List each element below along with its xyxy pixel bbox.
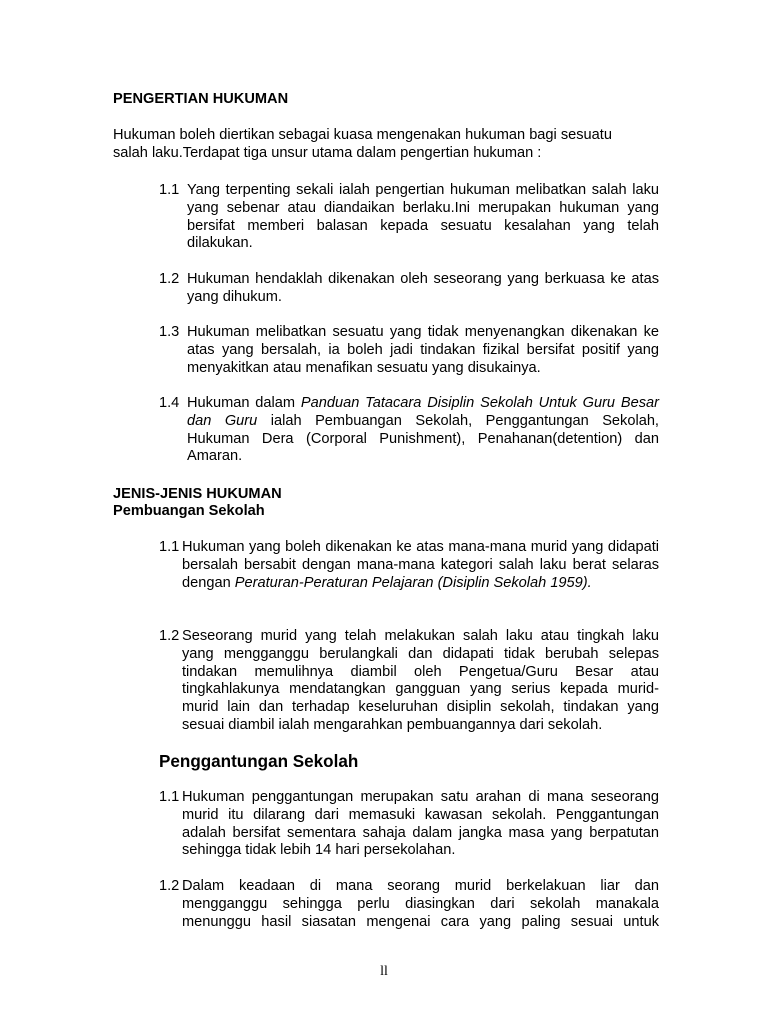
item-number: 1.1 <box>159 182 180 198</box>
item-text: Seseorang murid yang telah melakukan salah laku atau tingkah laku yang mengganggu berulangkali dan didapati tidak berubah selepas tindakan memulihnya diambil oleh Pengetua/Guru Besar atau tingkahlakunya mendatangkan gangguan yang serius kepada murid-murid lain dan terhadap keseluruhan disiplin sekolah, tindakan yang sesuai diambil ialah mengarahkan pembuangannya dari sekolah. <box>182 628 659 733</box>
item-text-part: Hukuman yang boleh dikenakan ke atas mana-mana murid yang didapati bersalah bersabit dengan mana-mana kategori salah laku berat selaras dengan <box>182 539 659 591</box>
heading-pengertian-hukuman: PENGERTIAN HUKUMAN <box>113 91 289 107</box>
pengertian-item-3 <box>159 324 659 377</box>
item-text: Hukuman melibatkan sesuatu yang tidak menyenangkan dikenakan ke atas yang bersalah, ia boleh jadi tindakan fizikal bersifat positif yang menyakitkan atau menafikan sesuatu yang disukainya. <box>187 324 659 376</box>
item-text <box>187 395 659 466</box>
penggantungan-item-1 <box>159 789 659 860</box>
item-number: 1.1 <box>159 789 180 805</box>
item-text: Hukuman hendaklah dikenakan oleh seseorang yang berkuasa ke atas yang dihukum. <box>187 271 659 305</box>
pembuangan-item-1 <box>159 539 659 592</box>
item-text-italic: Peraturan-Peraturan Pelajaran (Disiplin Sekolah 1959). <box>234 574 592 591</box>
intro-paragraph <box>113 127 633 163</box>
item-number: 1.2 <box>159 878 180 894</box>
heading-jenis-jenis-hukuman: JENIS-JENIS HUKUMAN <box>113 486 282 502</box>
pengertian-item-4 <box>159 395 659 466</box>
intro-line-1: Hukuman boleh diertikan sebagai kuasa mengenakan hukuman bagi sesuatu <box>113 127 612 143</box>
item-number: 1.3 <box>159 324 180 340</box>
item-number: 1.1 <box>159 539 180 555</box>
item-text-part: ialah Pembuangan Sekolah, Penggantungan Sekolah, Hukuman Dera (Corporal Punishment), Penahanan(detention) dan Amaran. <box>187 412 659 465</box>
item-number: 1.2 <box>159 628 180 644</box>
page-number: ll <box>380 964 388 979</box>
intro-line-2: salah laku.Terdapat tiga unsur utama dalam pengertian hukuman : <box>113 144 542 161</box>
item-number: 1.4 <box>159 395 180 411</box>
pengertian-item-2 <box>159 271 659 307</box>
item-text: Yang terpenting sekali ialah pengertian hukuman melibatkan salah laku yang sebenar atau diandaikan berlaku.Ini merupakan hukuman yang bersifat memberi balasan kepada sesuatu kesalahan yang telah dilakukan. <box>187 182 659 252</box>
item-text-italic: Panduan Tatacara Disiplin Sekolah Untuk Guru Besar dan Guru <box>187 395 659 429</box>
pembuangan-item-2 <box>159 628 659 735</box>
item-text: Dalam keadaan di mana seorang murid berkelakuan liar dan mengganggu sehingga perlu diasingkan dari sekolah manakala menunggu hasil siasatan mengenai cara yang paling sesuai untuk <box>182 878 659 930</box>
item-text <box>182 539 659 592</box>
pengertian-item-1 <box>159 182 659 253</box>
item-text-part: Hukuman dalam <box>187 395 301 411</box>
subheading-pembuangan-sekolah: Pembuangan Sekolah <box>113 503 265 519</box>
subheading-penggantungan-sekolah: Penggantungan Sekolah <box>159 752 359 771</box>
penggantungan-item-2 <box>159 878 659 931</box>
item-number: 1.2 <box>159 271 180 287</box>
item-text: Hukuman penggantungan merupakan satu arahan di mana seseorang murid itu dilarang dari memasuki kawasan sekolah. Penggantungan adalah bersifat sementara sahaja dalam jangka masa yang berpatutan sehingga tidak lebih 14 hari persekolahan. <box>182 789 659 859</box>
